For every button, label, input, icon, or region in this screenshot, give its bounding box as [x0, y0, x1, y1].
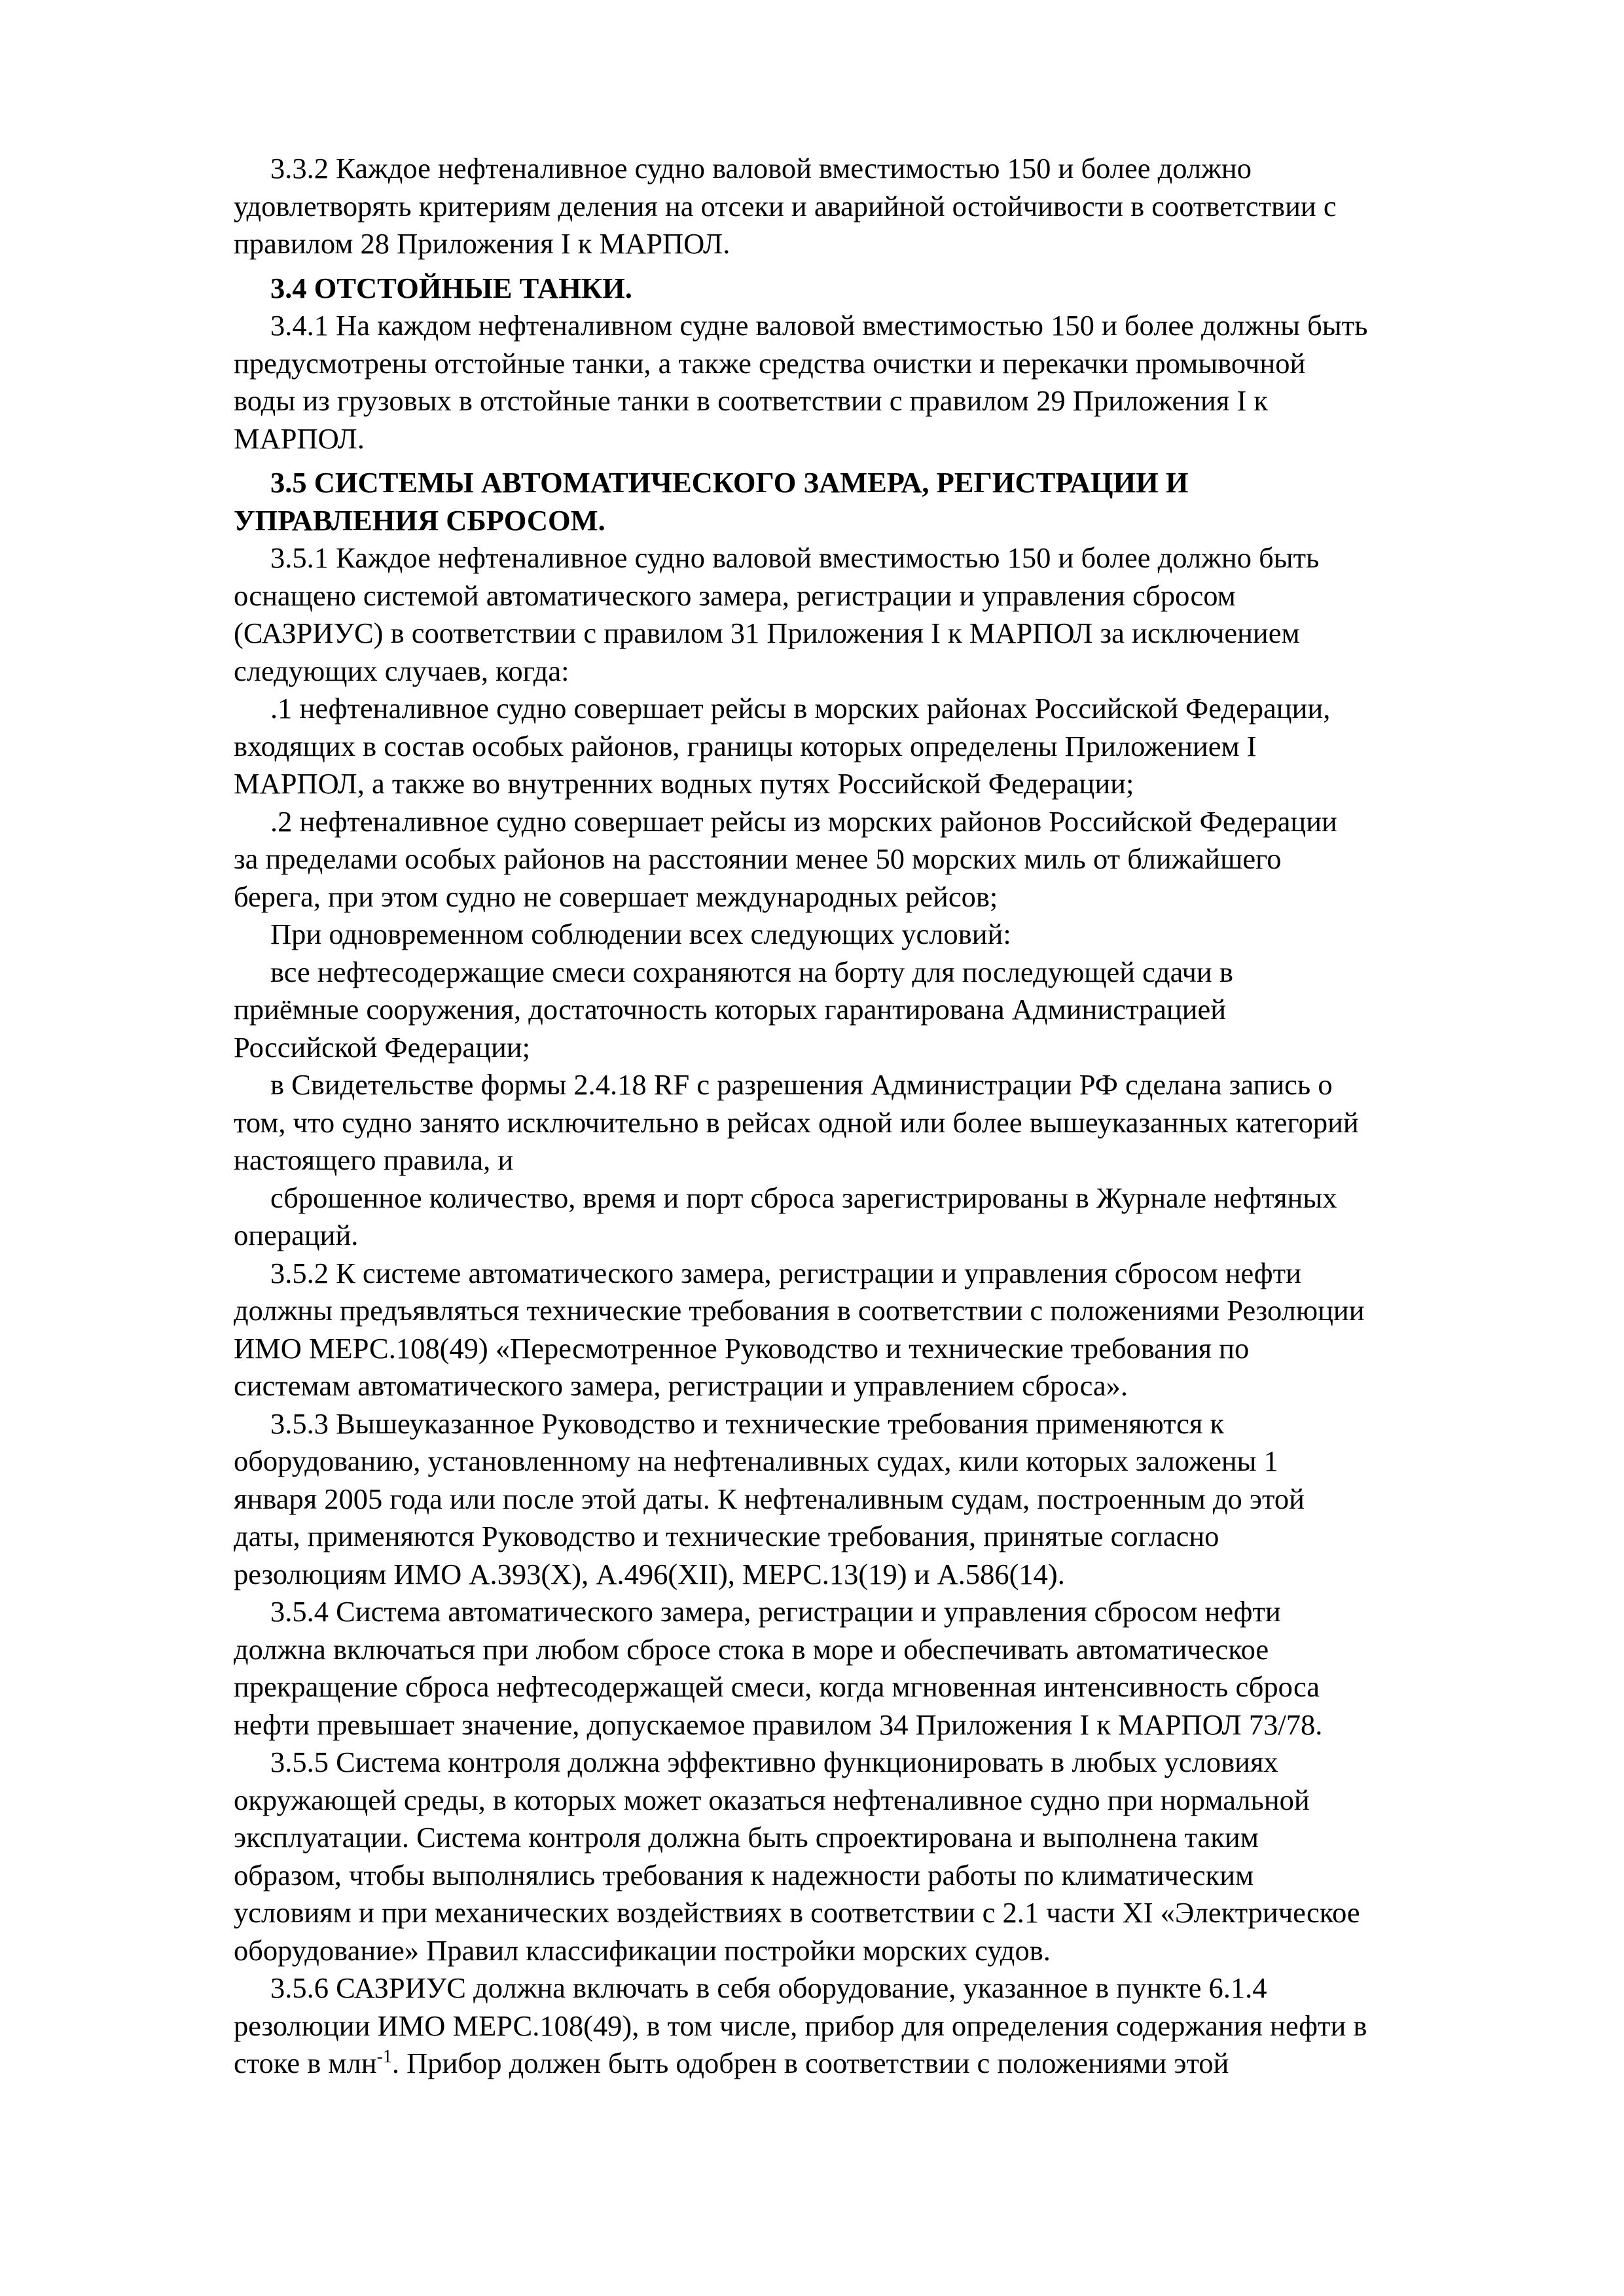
- text-line: удовлетворять критериям деления на отсеки и аварийной остойчивости в соответствии с: [234, 189, 1337, 223]
- text-line: предусмотрены отстойные танки, а также средства очистки и перекачки промывочной: [234, 346, 1306, 380]
- text-line: 3.5.5 Система контроля должна эффективно функционировать в любых условиях: [270, 1746, 1278, 1778]
- text-line: прекращение сброса нефтесодержащей смеси, когда мгновенная интенсивность сброса: [234, 1670, 1320, 1703]
- paragraph: [234, 1744, 1517, 1969]
- text-fragment: . Прибор должен быть одобрен в соответствии с положениями этой: [391, 2047, 1229, 2079]
- text-line: том, что судно занято исключительно в рейсах одной или более вышеуказанных категорий: [234, 1105, 1359, 1139]
- text-line: сброшенное количество, время и порт сброса зарегистрированы в Журнале нефтяных: [270, 1181, 1337, 1214]
- paragraph: [234, 1179, 1517, 1255]
- text-line: воды из грузовых в отстойные танки в соответствии с правилом 29 Приложения I к: [234, 384, 1269, 417]
- paragraph: [234, 916, 1517, 954]
- paragraph: [234, 150, 1517, 263]
- paragraph: [234, 1066, 1517, 1179]
- text-line: оснащено системой автоматического замера, регистрации и управления сбросом: [234, 579, 1236, 612]
- text-line: должна включаться при любом сбросе стока в море и обеспечивать автоматическое: [234, 1632, 1269, 1666]
- text-line: УПРАВЛЕНИЯ СБРОСОМ.: [234, 503, 605, 537]
- text-line: января 2005 года или после этой даты. К нефтеналивным судам, построенным до этой: [234, 1482, 1305, 1515]
- text-line: Российской Федерации;: [234, 1030, 530, 1064]
- text-line: МАРПОЛ.: [234, 422, 365, 455]
- text-line: При одновременном соблюдении всех следующих условий:: [270, 918, 1011, 950]
- paragraph: [234, 1593, 1517, 1744]
- paragraph: [234, 1969, 1517, 2083]
- text-line: операций.: [234, 1219, 359, 1251]
- text-line: все нефтесодержащие смеси сохраняются на борту для последующей сдачи в: [270, 955, 1233, 988]
- text-line: 3.5.3 Вышеуказанное Руководство и технические требования применяются к: [270, 1407, 1225, 1440]
- text-line: 3.5.6 САЗРИУС должна включать в себя оборудование, указанное в пункте 6.1.4: [270, 1971, 1267, 2004]
- text-line: окружающей среды, в которых может оказаться нефтеналивное судно при нормальной: [234, 1783, 1310, 1816]
- text-line: настоящего правила, и: [234, 1143, 514, 1176]
- text-line: системам автоматического замера, регистрации и управлением сброса».: [234, 1369, 1128, 1402]
- text-line: резолюциям ИМО А.393(X), А.496(XII), МЕРС.13(19) и А.586(14).: [234, 1557, 1065, 1590]
- paragraph: [234, 954, 1517, 1067]
- paragraph: [234, 1255, 1517, 1405]
- text-line: в Свидетельстве формы 2.4.18 RF с разрешения Администрации РФ сделана запись о: [270, 1068, 1333, 1101]
- text-line: 3.3.2 Каждое нефтеналивное судно валовой вместимостью 150 и более должно: [270, 152, 1252, 185]
- text-line: нефти превышает значение, допускаемое правилом 34 Приложения I к МАРПОЛ 73/78.: [234, 1708, 1323, 1741]
- text-line: оборудование» Правил классификации постройки морских судов.: [234, 1933, 1051, 1967]
- section-heading: [234, 464, 1517, 539]
- text-fragment: стоке в млн: [234, 2047, 377, 2079]
- text-line: должны предъявляться технические требования в соответствии с положениями Резолюции: [234, 1294, 1365, 1327]
- text-line: 3.4 ОТСТОЙНЫЕ ТАНКИ.: [270, 271, 632, 304]
- text-line: резолюции ИМО МЕРС.108(49), в том числе, прибор для определения содержания нефти в: [234, 2009, 1367, 2042]
- text-line: [234, 2045, 1517, 2083]
- text-line: образом, чтобы выполнялись требования к надежности работы по климатическим: [234, 1858, 1254, 1892]
- paragraph: [234, 307, 1517, 457]
- text-line: .1 нефтеналивное судно совершает рейсы в морских районах Российской Федерации,: [270, 692, 1331, 725]
- text-line: 3.5.2 К системе автоматического замера, регистрации и управления сбросом нефти: [270, 1256, 1301, 1289]
- paragraph: [234, 690, 1517, 803]
- text-line: за пределами особых районов на расстоянии менее 50 морских миль от ближайшего: [234, 842, 1282, 875]
- paragraph: [234, 539, 1517, 690]
- text-line: входящих в состав особых районов, границы которых определены Приложением I: [234, 729, 1257, 762]
- text-line: берега, при этом судно не совершает международных рейсов;: [234, 880, 998, 913]
- text-line: приёмные сооружения, достаточность которых гарантирована Администрацией: [234, 993, 1227, 1026]
- superscript: -1: [376, 2047, 392, 2068]
- text-line: 3.5.4 Система автоматического замера, регистрации и управления сбросом нефти: [270, 1595, 1281, 1628]
- text-line: эксплуатации. Система контроля должна быть спроектирована и выполнена таким: [234, 1821, 1259, 1854]
- text-line: условиям и при механических воздействиях в соответствии с 2.1 части XI «Электрическое: [234, 1896, 1360, 1929]
- document-page: [234, 150, 1517, 2083]
- text-line: МАРПОЛ, а также во внутренних водных путях Российской Федерации;: [234, 767, 1134, 800]
- text-line: .2 нефтеналивное судно совершает рейсы из морских районов Российской Федерации: [270, 804, 1337, 838]
- text-line: даты, применяются Руководство и технические требования, принятые согласно: [234, 1520, 1219, 1552]
- paragraph: [234, 1405, 1517, 1594]
- text-line: (САЗРИУС) в соответствии с правилом 31 Приложения I к МАРПОЛ за исключением: [234, 617, 1300, 649]
- paragraph: [234, 803, 1517, 916]
- text-line: 3.5 СИСТЕМЫ АВТОМАТИЧЕСКОГО ЗАМЕРА, РЕГИСТРАЦИИ И: [270, 466, 1189, 499]
- text-line: 3.5.1 Каждое нефтеналивное судно валовой вместимостью 150 и более должно быть: [270, 541, 1320, 574]
- text-line: правилом 28 Приложения I к МАРПОЛ.: [234, 227, 731, 260]
- section-heading: [234, 270, 1517, 308]
- text-line: оборудованию, установленному на нефтеналивных судах, кили которых заложены 1: [234, 1444, 1278, 1477]
- text-line: ИМО МЕРС.108(49) «Пересмотренное Руководство и технические требования по: [234, 1331, 1250, 1365]
- text-line: 3.4.1 На каждом нефтеналивном судне валовой вместимостью 150 и более должны быть: [270, 309, 1368, 342]
- text-line: следующих случаев, когда:: [234, 654, 569, 687]
